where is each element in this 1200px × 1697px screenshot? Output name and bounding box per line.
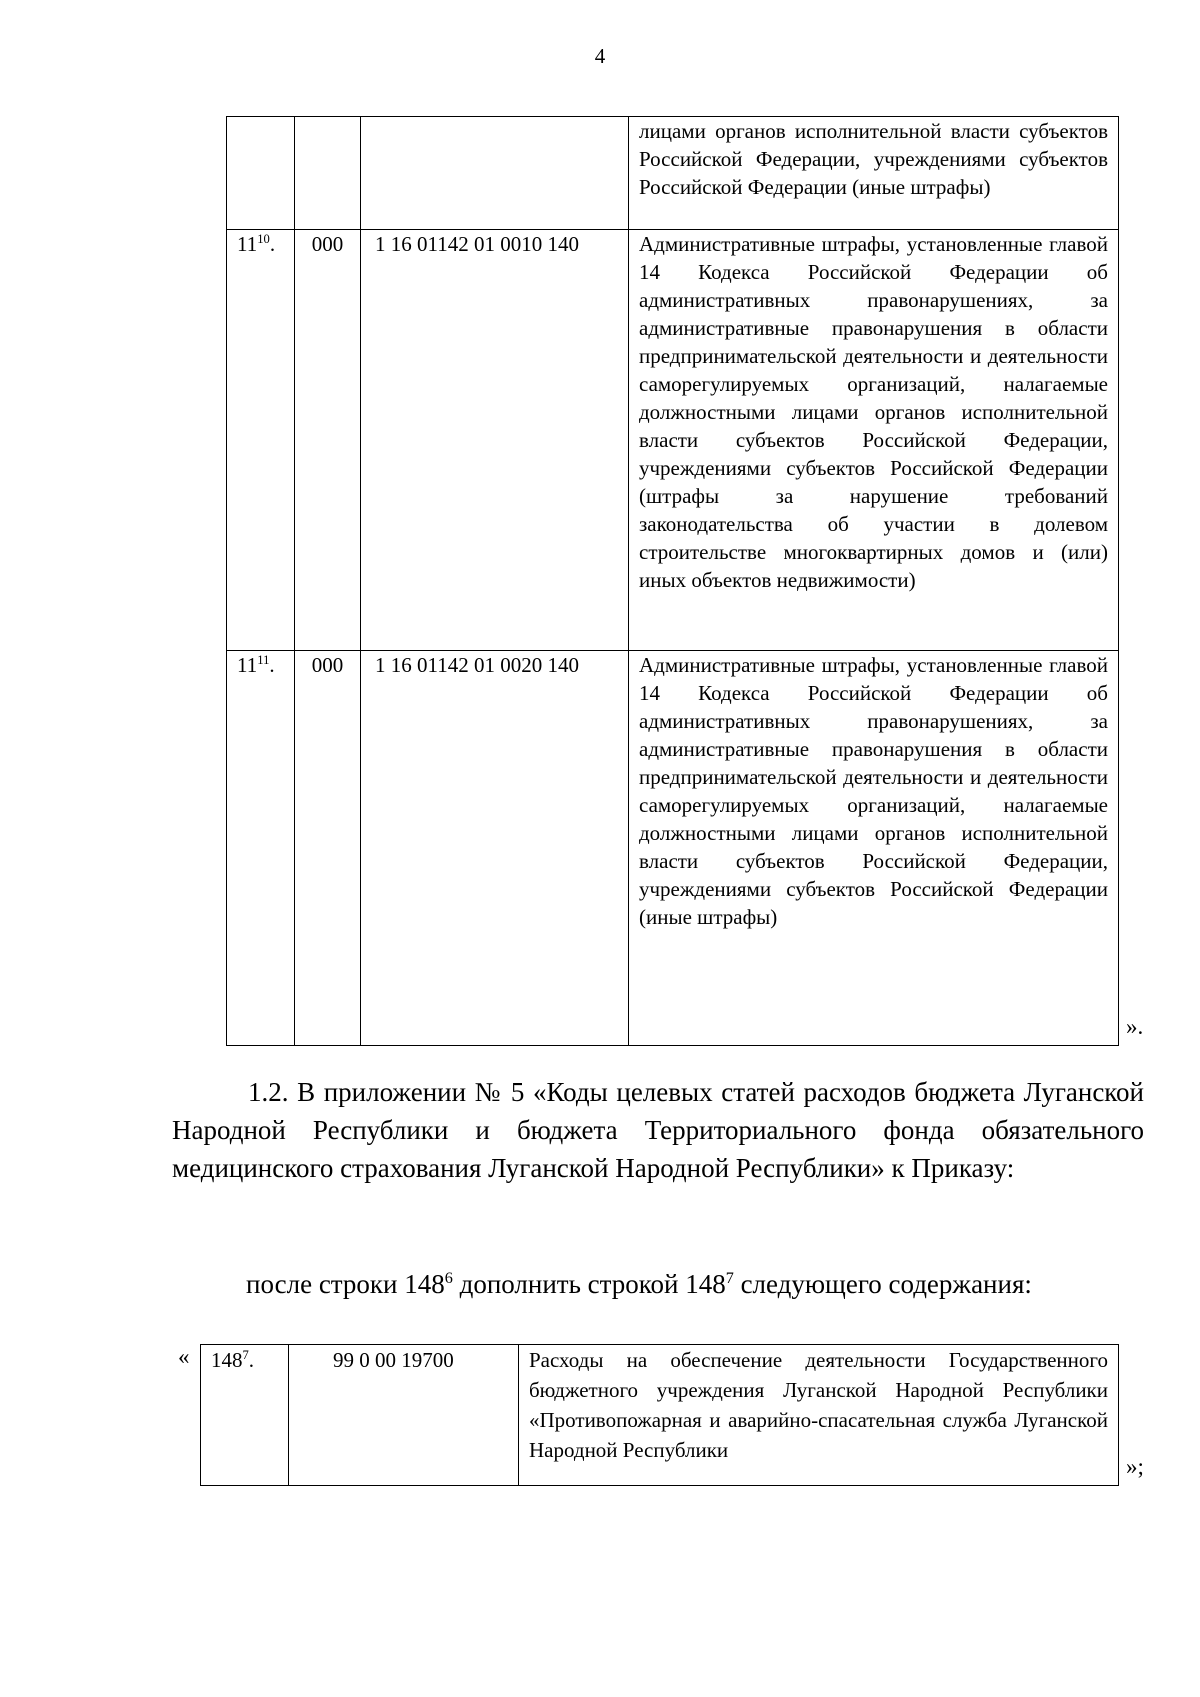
row-number: 11	[237, 653, 258, 677]
row-number-cell	[201, 1345, 289, 1486]
admin-code-cell: 000	[295, 651, 361, 1046]
instruction-sup2: 7	[725, 1269, 734, 1287]
instruction-part1: после строки 148	[246, 1269, 445, 1299]
admin-code-cell	[295, 117, 361, 230]
closing-quote-semicolon: »;	[1126, 1454, 1144, 1479]
code-cell: 99 0 00 19700	[289, 1345, 519, 1486]
row-number-suffix: .	[269, 232, 276, 256]
open-quote: «	[178, 1344, 190, 1369]
row-number-cell	[227, 117, 295, 230]
classification-code-cell: 1 16 01142 01 0010 140	[361, 230, 629, 651]
table-row	[227, 117, 1119, 230]
row-number: 11	[237, 232, 258, 256]
description-cell	[629, 651, 1119, 1046]
description-cell: Расходы на обеспечение деятельности Государственного бюджетного учреждения Луганской Народной Республики «Противопожарная и аварийно-спасательная служба Луганской Народной Республики	[519, 1345, 1119, 1486]
instruction-part2: дополнить строкой 148	[452, 1269, 726, 1299]
row-number-sup: 11	[257, 653, 270, 667]
table-row	[201, 1345, 1119, 1486]
description-cell	[629, 117, 1119, 230]
row-number-sup: 10	[257, 232, 270, 246]
instruction-part3: следующего содержания:	[733, 1269, 1032, 1299]
codes-table	[226, 116, 1119, 1046]
amendment-paragraph	[172, 1073, 1144, 1187]
row-number-cell	[227, 651, 295, 1046]
row-number-cell	[227, 230, 295, 651]
description-cell	[629, 230, 1119, 651]
description-text: лицами органов исполнительной власти субъектов Российской Федерации, учреждениями субъектов Российской Федерации (иные штрафы)	[639, 119, 1108, 199]
closing-quote: ».	[1126, 1014, 1144, 1039]
instruction-sup1: 6	[444, 1269, 453, 1287]
instruction-line	[246, 1265, 1032, 1303]
target-article-table	[200, 1344, 1119, 1486]
table-row	[227, 230, 1119, 651]
row-number-sup: 7	[242, 1348, 249, 1362]
row-number-suffix: .	[269, 653, 275, 677]
page-number: 4	[594, 44, 606, 68]
amendment-paragraph-text: 1.2. В приложении № 5 «Коды целевых статей расходов бюджета Луганской Народной Республики и бюджета Территориального фонда обязательного медицинского страхования Луганской Народной Республики» к Приказу:	[172, 1077, 1144, 1183]
table-row	[227, 651, 1119, 1046]
classification-code-cell	[361, 117, 629, 230]
row-number-suffix: .	[248, 1348, 255, 1372]
description-text: Административные штрафы, установленные главой 14 Кодекса Российской Федерации об административных правонарушениях, за административные правонарушения в области предпринимательской деятельности и деятельности саморегулируемых организаций, налагаемые должностными лицами органов исполнительной власти субъектов Российской Федерации, учреждениями субъектов Российской Федерации (штрафы за нарушение требований законодательства об участии в долевом строительстве многоквартирных домов и (или) иных объектов недвижимости)	[639, 232, 1108, 592]
classification-code-cell: 1 16 01142 01 0020 140	[361, 651, 629, 1046]
admin-code-cell: 000	[295, 230, 361, 651]
description-text: Административные штрафы, установленные главой 14 Кодекса Российской Федерации об административных правонарушениях, за административные правонарушения в области предпринимательской деятельности и деятельности саморегулируемых организаций, налагаемые должностными лицами органов исполнительной власти субъектов Российской Федерации, учреждениями субъектов Российской Федерации (иные штрафы)	[639, 653, 1108, 929]
row-number: 148	[211, 1348, 243, 1372]
